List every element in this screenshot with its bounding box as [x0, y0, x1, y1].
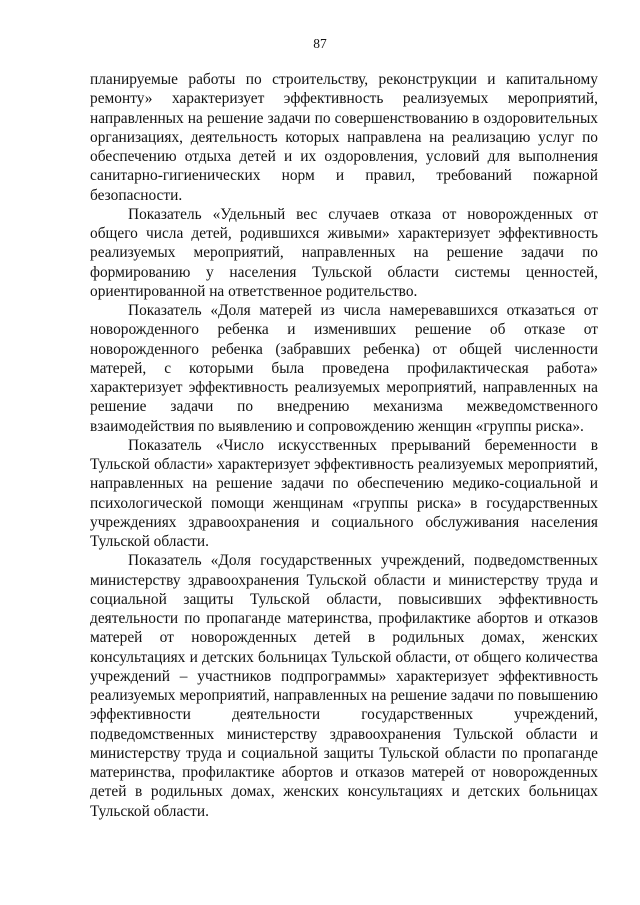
paragraph-continuation: планируемые работы по строительству, реконструкции и капитальному ремонту» характеризует эффективность реализуемых мероприятий, направленных на решение задачи по совершенствованию в оздоровительных организациях, деятельность которых направлена на реализацию услуг по обеспечению отдыха детей и их оздоровления, условий для выполнения санитарно-гигиенических норм и правил, требований пожарной безопасности. [90, 71, 598, 204]
paragraph-institutions-share: Показатель «Доля государственных учреждений, подведомственных министерству здравоохранения Тульской области и министерству труда и социальной защиты Тульской области, повысивших эффективность деятельности по пропаганде материнства, профилактике абортов и отказов матерей от новорожденных детей в родильных домах, женских консультациях и детских больницах Тульской области, от общего количества учреждений – участников подпрограммы» характеризует эффективность реализуемых мероприятий, направленных на решение задачи по повышению эффективности деятельности государственных учреждений, подведомственных министерству здравоохранения Тульской области и министерству труда и социальной защиты Тульской области по пропаганде материнства, профилактике абортов и отказов матерей от новорожденных детей в родильных домах, женских консультациях и детских больницах Тульской области. [90, 552, 598, 820]
paragraph-refusal-share: Показатель «Удельный вес случаев отказа от новорожденных от общего числа детей, родившихся живыми» характеризует эффективность реализуемых мероприятий, направленных на решение задачи по формированию у населения Тульской области системы ценностей, ориентированной на ответственное родительство. [90, 205, 598, 300]
paragraph-abortions-count: Показатель «Число искусственных прерываний беременности в Тульской области» характеризует эффективность реализуемых мероприятий, направленных на решение задачи по обеспечению медико-социальной и психологической помощи женщинам «группы риска» в государственных учреждениях здравоохранения и социального обслуживания населения Тульской области. [90, 436, 598, 550]
paragraph-mothers-share: Показатель «Доля матерей из числа намеревавшихся отказаться от новорожденного ребенка и изменивших решение об отказе от новорожденного ребенка (забравших ребенка) от общей численности матерей, с которыми была проведена профилактическая работа» характеризует эффективность реализуемых мероприятий, направленных на решение задачи по внедрению механизма межведомственного взаимодействия по выявлению и сопровождению женщин «группы риска». [90, 302, 598, 435]
page-number: 87 [313, 36, 327, 51]
document-body [90, 70, 598, 821]
